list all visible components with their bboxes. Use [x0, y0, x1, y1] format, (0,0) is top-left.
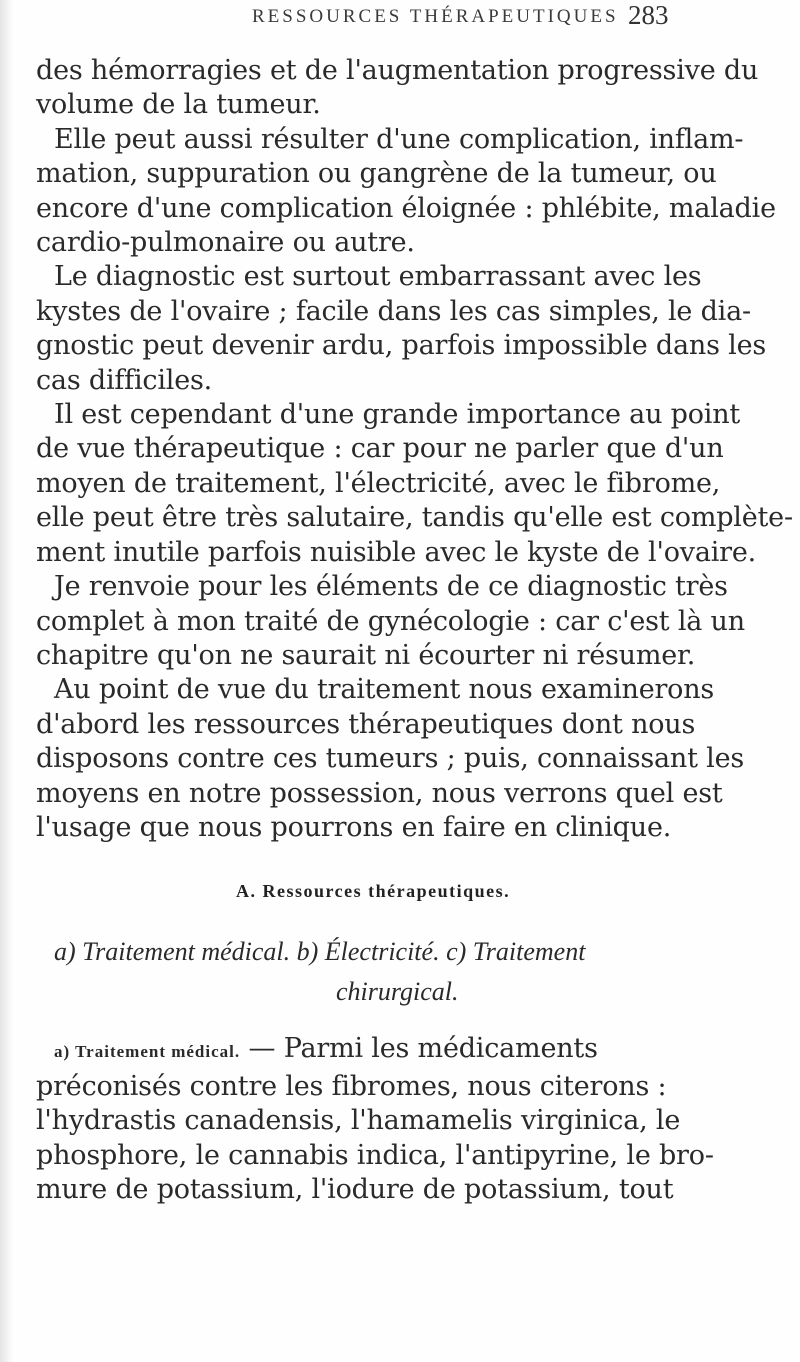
text-line: chapitre qu'on ne saurait ni écourter ni résumer.: [36, 639, 696, 671]
text-line: Elle peut aussi résulter d'une complication, inflam-: [54, 123, 744, 155]
running-head: RESSOURCES THÉRAPEUTIQUES: [252, 6, 619, 27]
text-line: préconisés contre les fibromes, nous citerons :: [36, 1070, 667, 1102]
body-text: [36, 54, 793, 1207]
text-line: moyens en notre possession, nous verrons quel est: [36, 777, 723, 809]
page-binding-shadow: [0, 0, 14, 1362]
subdivisions-line: chirurgical.: [336, 977, 459, 1007]
text-line: l'hydrastis canadensis, l'hamamelis virginica, le: [36, 1105, 681, 1137]
text-line: encore d'une complication éloignée : phlébite, maladie: [36, 192, 776, 224]
text-line: elle peut être très salutaire, tandis qu'elle est complète-: [36, 502, 793, 534]
page-header: [0, 0, 800, 40]
text-line: ment inutile parfois nuisible avec le kyste de l'ovaire.: [36, 536, 757, 568]
subdivisions-line: a) Traitement médical. b) Électricité. c) Traitement: [54, 937, 586, 967]
text-line: volume de la tumeur.: [36, 89, 321, 121]
text-line: mation, suppuration ou gangrène de la tumeur, ou: [36, 158, 717, 190]
text-line: des hémorragies et de l'augmentation progressive du: [36, 55, 759, 86]
text-line: l'usage que nous pourrons en faire en clinique.: [36, 811, 672, 843]
text-line: Au point de vue du traitement nous examinerons: [54, 674, 715, 706]
text-line: mure de potassium, l'iodure de potassium, tout: [36, 1173, 674, 1205]
text-line: moyen de traitement, l'électricité, avec le fibrome,: [36, 467, 721, 499]
text-line: cardio-pulmonaire ou autre.: [36, 227, 415, 259]
text-line: Il est cependant d'une grande importance au point: [54, 399, 741, 431]
spacer: [36, 1012, 724, 1032]
text-line: Le diagnostic est surtout embarrassant avec les: [54, 261, 702, 293]
text-line: d'abord les ressources thérapeutiques dont nous: [36, 708, 696, 740]
text-line: cas difficiles.: [36, 364, 213, 396]
text-line: kystes de l'ovaire ; facile dans les cas simples, le dia-: [36, 295, 751, 327]
section-subdivisions: [36, 932, 724, 1012]
section-heading: A. Ressources thérapeutiques.: [236, 881, 511, 902]
text-line: disposons contre ces tumeurs ; puis, connaissant les: [36, 743, 745, 775]
subsection-first-line: [36, 1032, 724, 1069]
subsection-run-in-heading: a) Traitement médical.: [54, 1042, 241, 1062]
page-number: 283: [628, 0, 669, 30]
text-line: phosphore, le cannabis indica, l'antipyrine, le bro-: [36, 1139, 714, 1171]
text-line: complet à mon traité de gynécologie : car c'est là un: [36, 605, 745, 637]
text-line: de vue thérapeutique : car pour ne parler que d'un: [36, 433, 724, 465]
text-line: gnostic peut devenir ardu, parfois impossible dans les: [36, 330, 766, 362]
text-line: Je renvoie pour les éléments de ce diagnostic très: [54, 571, 728, 603]
subsection-text: — Parmi les médicaments: [240, 1033, 598, 1065]
